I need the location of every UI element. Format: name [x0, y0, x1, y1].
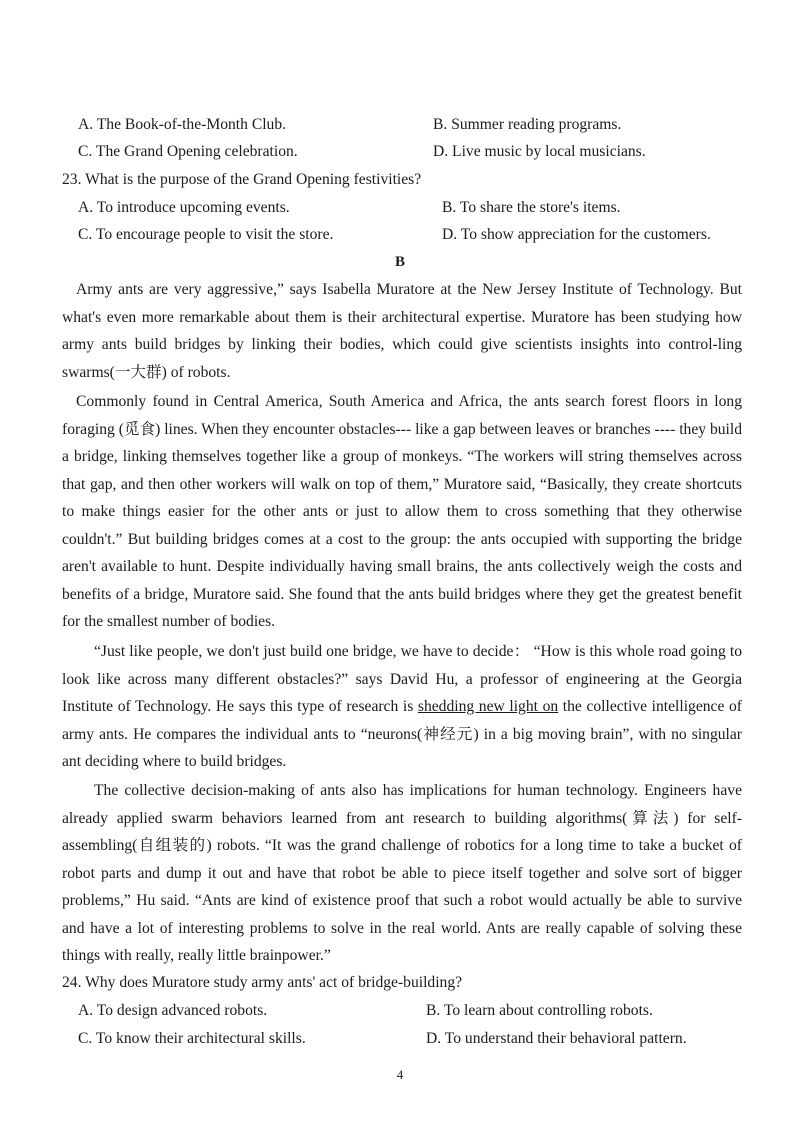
q24-option-a: A. To design advanced robots.: [78, 1002, 268, 1019]
q24-option-b: B. To learn about controlling robots.: [426, 1002, 653, 1019]
q24-options-row-1: [0, 1002, 800, 1026]
q23-option-a: A. To introduce upcoming events.: [78, 199, 290, 216]
passage-paragraph-2: Commonly found in Central America, South America and Africa, the ants search forest floors in long foraging (觅食) lines. When they encounter obstacles--- like a gap between leaves or branches ---- they build a bridge, linking themselves together like a group of monkeys. “The workers will string themselves across that gap, and then other workers will walk on top of them,” Muratore said, “Basically, they create shortcuts to make things easier for the other ants or just to allow them to cross something that they otherwise couldn't.” But building bridges comes at a cost to the group: the ants occupied with supporting the bridge aren't available to hunt. Despite individually having small brains, the ants collectively weigh the costs and benefits of a bridge, Muratore said. She found that the ants build bridges where they get the greatest benefit for the smallest number of bodies.: [62, 393, 742, 630]
q23-option-d: D. To show appreciation for the customers.: [442, 226, 711, 243]
q23-option-b: B. To share the store's items.: [442, 199, 621, 216]
passage-paragraph-3: [62, 638, 742, 776]
q24-question: 24. Why does Muratore study army ants' act of bridge-building?: [62, 974, 463, 991]
q23-option-c: C. To encourage people to visit the store.: [78, 226, 334, 243]
q22-option-c: C. The Grand Opening celebration.: [78, 143, 298, 160]
q22-option-b: B. Summer reading programs.: [433, 116, 622, 133]
underlined-phrase: shedding new light on: [417, 698, 559, 715]
passage-paragraph-1: Army ants are very aggressive,” says Isabella Muratore at the New Jersey Institute of Technology. But what's even more remarkable about them is their architectural expertise. Muratore has been studying how army ants build bridges by linking their bodies, which could give scientists insights into control-ling swarms(一大群) of robots.: [62, 281, 742, 381]
q24-option-d: D. To understand their behavioral pattern.: [426, 1030, 687, 1047]
q24-option-c: C. To know their architectural skills.: [78, 1030, 306, 1047]
q22-options-row-2: [0, 143, 800, 167]
q22-options-row-1: [0, 116, 800, 140]
paragraph-3-text-end: the collective intelligence of army ants. He compares the individual ants to “neurons(神经元) in a big moving brain”, with no singular ant deciding where to build bridges.: [62, 698, 742, 770]
paragraph-3-text-start: “Just like people, we don't just build one bridge, we have to decide： “How is this whole road going to look like across many different obstacles?” says David Hu, a professor of engineering at the Georgia Institute of Technology. He says this type of research is: [62, 643, 742, 715]
q23-options-row-2: [0, 226, 800, 250]
q23-question: 23. What is the purpose of the Grand Opening festivities?: [62, 171, 422, 188]
q24-options-row-2: [0, 1030, 800, 1054]
q22-option-a: A. The Book-of-the-Month Club.: [78, 116, 287, 133]
passage-paragraph-4: The collective decision-making of ants also has implications for human technology. Engineers have already applied swarm behaviors learned from ant research to building algorithms(算法) for self-assembling(自组装的) robots. “It was the grand challenge of robotics for a long time to take a bucket of robot parts and dump it out and have that robot be able to piece itself together and solve sort of bigger problems,” Hu said. “Ants are kind of existence proof that such a robot would actually be able to survive and have a lot of interesting problems to solve in the real world. Ants are really capable of solving these things with really, really little brainpower.”: [62, 782, 742, 964]
q23-options-row-1: [0, 199, 800, 223]
page-number: 4: [396, 1067, 404, 1082]
section-heading: B: [394, 254, 405, 270]
q22-option-d: D. Live music by local musicians.: [433, 143, 646, 160]
